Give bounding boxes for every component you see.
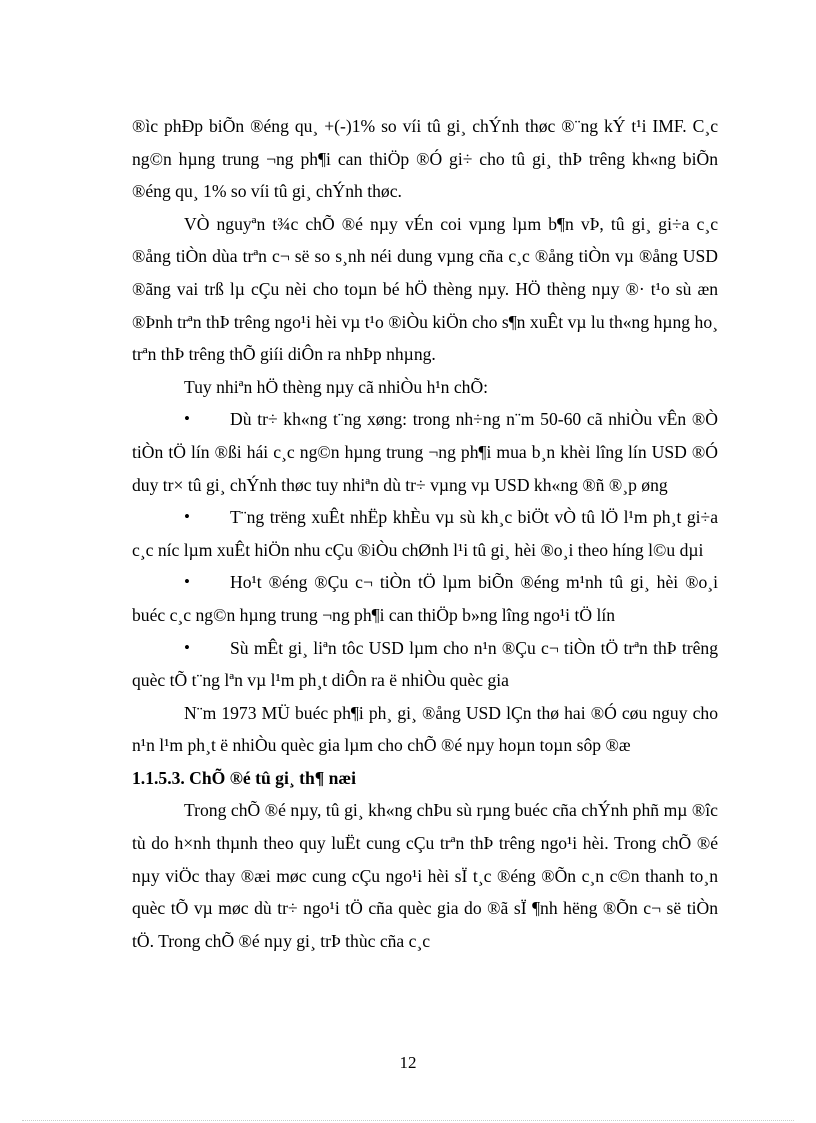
paragraph-text: Sù mÊt gi¸ liªn tôc USD lµm cho n¹n ®Çu c¬ tiÒn tÖ trªn thÞ trêng quèc tÕ t¨ng lªn vµ l¹m ph¸t diÔn ra ë nhiÒu quèc gia — [132, 637, 718, 691]
paragraph-text: Tuy nhiªn hÖ thèng nµy cã nhiÒu h¹n chÕ: — [184, 376, 489, 397]
bullet-icon: • — [184, 409, 190, 429]
paragraph-text: Dù tr÷ kh«ng t¨ng xøng: trong nh÷ng n¨m 50-60 cã nhiÒu vÊn ®Ò tiÒn tÖ lín ®ßi hái c¸c ng©n hµng trung ¬ng ph¶i mua b¸n khèi lîng lín USD ®Ó duy tr× tû gi¸ chÝnh thøc tuy nhiªn dù tr÷ vµng vµ USD kh«ng ®ñ ®¸p øng — [132, 409, 718, 495]
bullet-item — [132, 501, 718, 566]
bullet-icon: • — [184, 572, 190, 592]
paragraph-text: Trong chÕ ®é nµy, tû gi¸ kh«ng chÞu sù rµng buéc cña chÝnh phñ mµ ®îc tù do h×nh thµnh theo quy luËt cung cÇu trªn thÞ trêng ngo¹i hèi. Trong chÕ ®é nµy viÖc thay ®æi møc cung cÇu ngo¹i hèi sÏ t¸c ®éng ®Õn c¸n c©n thanh to¸n quèc tÕ vµ møc dù tr÷ ngo¹i tÖ cña quèc gia do ®ã sÏ ¶nh hëng ®Õn c¬ së tiÒn tÖ. Trong chÕ ®é nµy gi¸ trÞ thùc cña c¸c — [132, 800, 718, 951]
document-body — [132, 110, 718, 957]
bullet-item — [132, 566, 718, 631]
paragraph-text: Ho¹t ®éng ®Çu c¬ tiÒn tÖ lµm biÕn ®éng m¹nh tû gi¸ hèi ®o¸i buéc c¸c ng©n hµng trung ¬ng ph¶i can thiÖp b»ng lîng ngo¹i tÖ lín — [132, 572, 718, 625]
paragraph-text: VÒ nguyªn t¾c chÕ ®é nµy vÉn coi vµng lµm b¶n vÞ, tû gi¸ gi÷a c¸c ®ång tiÒn dùa trªn c¬ së so s¸nh néi dung vµng cña c¸c ®ång tiÒn vµ ®ång USD ®ãng vai trß lµ cÇu nèi cho toµn bé hÖ thèng nµy. HÖ thèng nµy ®· t¹o sù æn ®Þnh trªn thÞ trêng ngo¹i hèi vµ t¹o ®iÒu kiÖn cho s¶n xuÊt vµ lu th«ng hµng ho¸ trªn thÞ trêng thÕ giíi diÔn ra nhÞp nhµng. — [132, 213, 718, 365]
body-paragraph — [132, 697, 718, 762]
body-paragraph — [132, 371, 718, 404]
paragraph-text: T¨ng trëng xuÊt nhËp khÈu vµ sù kh¸c biÖt vÒ tû lÖ l¹m ph¸t gi÷a c¸c níc lµm xuÊt hiÖn nhu cÇu ®iÒu chØnh l¹i tû gi¸ hèi ®o¸i theo híng l©u dµi — [132, 507, 718, 560]
paragraph-text: ®ìc phÐp biÕn ®éng qu¸ +(-)1% so víi tû gi¸ chÝnh thøc ®¨ng kÝ t¹i IMF. C¸c ng©n hµng trung ¬ng ph¶i can thiÖp ®Ó gi÷ cho tû gi¸ thÞ trêng kh«ng biÕn ®éng qu¸ 1% so víi tû gi¸ chÝnh thøc. — [132, 116, 718, 202]
body-paragraph — [132, 794, 718, 957]
bullet-item — [132, 403, 718, 501]
bullet-item — [132, 632, 718, 697]
body-paragraph — [132, 110, 718, 208]
body-paragraph — [132, 208, 718, 371]
bullet-icon: • — [184, 637, 190, 657]
paragraph-text: N¨m 1973 MÜ buéc ph¶i ph¸ gi¸ ®ång USD lÇn thø hai ®Ó cøu nguy cho n¹n l¹m ph¸t ë nhiÒu quèc gia lµm cho chÕ ®é nµy hoµn toµn sôp ®æ — [132, 702, 718, 756]
page-number: 12 — [399, 1053, 417, 1072]
bullet-icon: • — [184, 507, 190, 527]
page-bottom-divider — [22, 1120, 794, 1121]
section-heading — [132, 762, 718, 795]
paragraph-text: 1.1.5.3. ChÕ ®é tû gi¸ th¶ næi — [132, 767, 357, 788]
